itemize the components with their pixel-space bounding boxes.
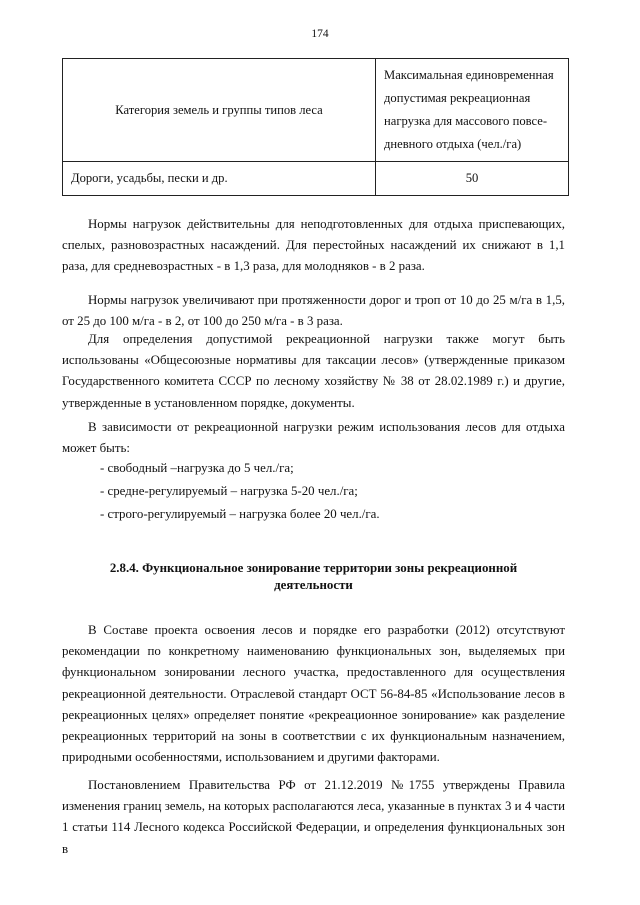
list-item-free: - свободный –нагрузка до 5 чел./га;	[100, 461, 294, 475]
paragraph-load-norms: Нормы нагрузок действительны для неподготовленных для отдыха приспевающих, спелых, разновозрастных насаждений. Для перестойных насаждений их снижают в 1,1 раза, для средневозрастных - в 1,3 раза, для молодняков - в 2 раза.	[62, 217, 565, 274]
list-item-medium: - средне-регулируемый – нагрузка 5-20 чел./га;	[100, 484, 358, 498]
paragraph-zoning-standard: В Составе проекта освоения лесов и порядке его разработки (2012) отсутствуют рекомендации по конкретному наименованию функциональных зон, выделяемых при функциональном зонировании лесного участка, предоставленного для осуществления рекреационной деятельности. Отраслевой стандарт ОСТ 56-84-85 «Использование лесов в рекреационных целях» определяет понятие «рекреационное зонирование» как разделение рекреационных территорий на зоны в соответствии с их функциональным назначением, природными особенностями, использованием и другими факторами.	[62, 623, 565, 765]
table-header-category: Категория земель и группы типов леса	[63, 59, 376, 162]
section-heading	[62, 560, 565, 594]
table-header-max-load: Максимальная единовременная допустимая рекреационная нагрузка для массового повсе-дневного отдыха (чел./га)	[376, 59, 569, 162]
paragraph-standards: Для определения допустимой рекреационной нагрузки также могут быть использованы «Общесоюзные нормативы для таксации лесов» (утвержденные приказом Государственного комитета СССР по лесному хозяйству № 38 от 28.02.1989 г.) и другие, утвержденные в установленном порядке, документы.	[62, 332, 565, 410]
paragraph-government-decree: Постановлением Правительства РФ от 21.12.2019 №1755 утверждены Правила изменения границ земель, на которых располагаются леса, указанные в пунктах 3 и 4 части 1 статьи 114 Лесного кодекса Российской Федерации, и определения функциональных зон в	[62, 778, 565, 856]
list-item-strict: - строго-регулируемый – нагрузка более 20 чел./га.	[100, 507, 380, 521]
section-heading-line-2: деятельности	[274, 578, 353, 592]
paragraph-road-increase: Нормы нагрузок увеличивают при протяженности дорог и троп от 10 до 25 м/га в 1,5, от 25 до 100 м/га - в 2, от 100 до 250 м/га - в 3 раза.	[62, 293, 565, 329]
page-number: 174	[311, 28, 329, 40]
table-cell-value: 50	[376, 162, 569, 196]
table-cell-category: Дороги, усадьбы, пески и др.	[63, 162, 376, 196]
recreation-load-table	[62, 58, 569, 196]
section-heading-line-1: 2.8.4. Функциональное зонирование территории зоны рекреационной	[109, 561, 518, 575]
table-row	[63, 162, 569, 196]
table-header-row	[63, 59, 569, 162]
paragraph-modes-intro: В зависимости от рекреационной нагрузки режим использования лесов для отдыха может быть:	[62, 420, 565, 456]
